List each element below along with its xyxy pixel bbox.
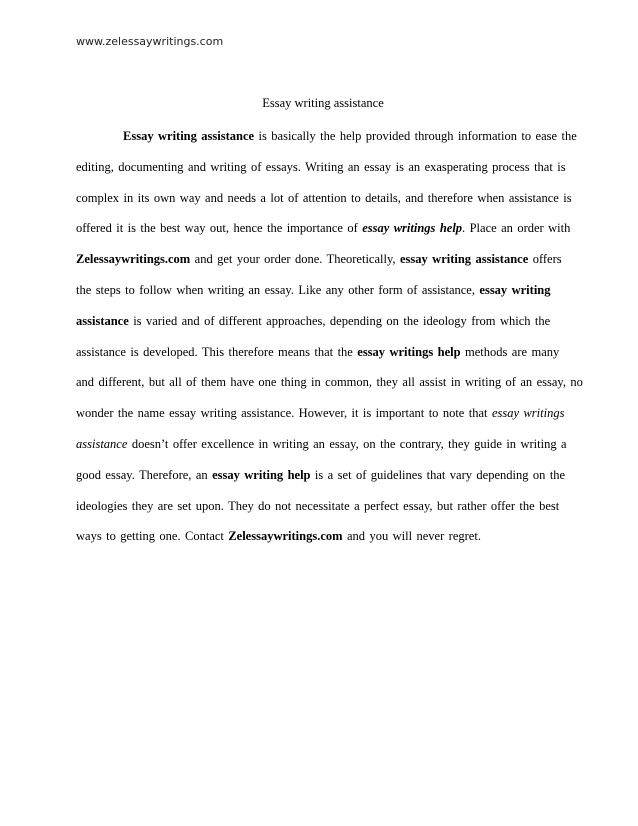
body-text: assistance is developed. This therefore means that the xyxy=(76,344,358,359)
body-text: offers xyxy=(528,252,562,267)
emphasis-text: assistance xyxy=(76,436,128,451)
paragraph-line xyxy=(76,275,562,306)
emphasis-text xyxy=(362,221,462,235)
header-url: www.zelessaywritings.com xyxy=(76,35,224,48)
emphasis-text: essay writings xyxy=(491,406,565,421)
body-text: good essay. Therefore, an xyxy=(76,467,213,482)
body-text: . Place an order with xyxy=(462,221,571,236)
body-text: and get your order done. Theoretically, xyxy=(190,252,400,267)
body-text: offered it is the best way out, hence the importance of xyxy=(76,221,363,236)
body-text: methods are many xyxy=(460,344,560,359)
document-body xyxy=(76,121,583,552)
body-text: complex in its own way and needs a lot of attention to details, and therefore when assistance is xyxy=(76,190,572,205)
emphasis-text: essay writing xyxy=(479,282,551,297)
body-text: doesn’t offer excellence in writing an essay, on the contrary, they guide in writing a xyxy=(127,436,567,451)
body-text: the steps to follow when writing an essay. Like any other form of assistance, xyxy=(76,282,480,297)
emphasis-text: essay writings help xyxy=(362,221,463,236)
emphasis-text: Zelessaywritings.com xyxy=(76,252,191,267)
body-text: is basically the help provided through information to ease the xyxy=(254,129,577,143)
paragraph-line xyxy=(76,183,572,214)
body-text: is varied and of different approaches, depending on the ideology from which the xyxy=(128,313,551,328)
paragraph-line xyxy=(76,337,562,368)
body-text: wonder the name essay writing assistance. However, it is important to note that xyxy=(76,406,492,421)
emphasis-text: essay writing assistance xyxy=(399,252,529,267)
emphasis-text: assistance xyxy=(76,313,129,328)
paragraph-line xyxy=(76,306,562,337)
body-text: ideologies they are set upon. They do not necessitate a perfect essay, but rather offer the best xyxy=(76,498,560,513)
paragraph-line xyxy=(76,213,571,244)
paragraph-line xyxy=(76,429,567,460)
emphasis-text: Essay writing assistance xyxy=(123,129,255,143)
paragraph-line xyxy=(76,121,577,152)
paragraph-line xyxy=(76,398,565,429)
paragraph-line xyxy=(76,244,562,275)
body-text: and different, but all of them have one thing in common, they all assist in writing of an essay, no xyxy=(76,375,583,390)
body-text: editing, documenting and writing of essays. Writing an essay is an exasperating process that is xyxy=(76,159,566,174)
paragraph-line xyxy=(76,367,583,398)
document-title: Essay writing assistance xyxy=(262,96,384,110)
body-text: ways to getting one. Contact xyxy=(76,529,229,544)
paragraph-line xyxy=(76,491,562,522)
emphasis-text: essay writings help xyxy=(357,344,461,359)
paragraph-line xyxy=(76,521,562,552)
body-text: is a set of guidelines that vary depending on the xyxy=(310,467,566,482)
emphasis-text: essay writing help xyxy=(212,467,311,482)
emphasis-text: Zelessaywritings.com xyxy=(228,529,343,544)
paragraph-line xyxy=(76,152,566,183)
body-text: and you will never regret. xyxy=(342,529,481,544)
paragraph-line xyxy=(76,460,566,491)
